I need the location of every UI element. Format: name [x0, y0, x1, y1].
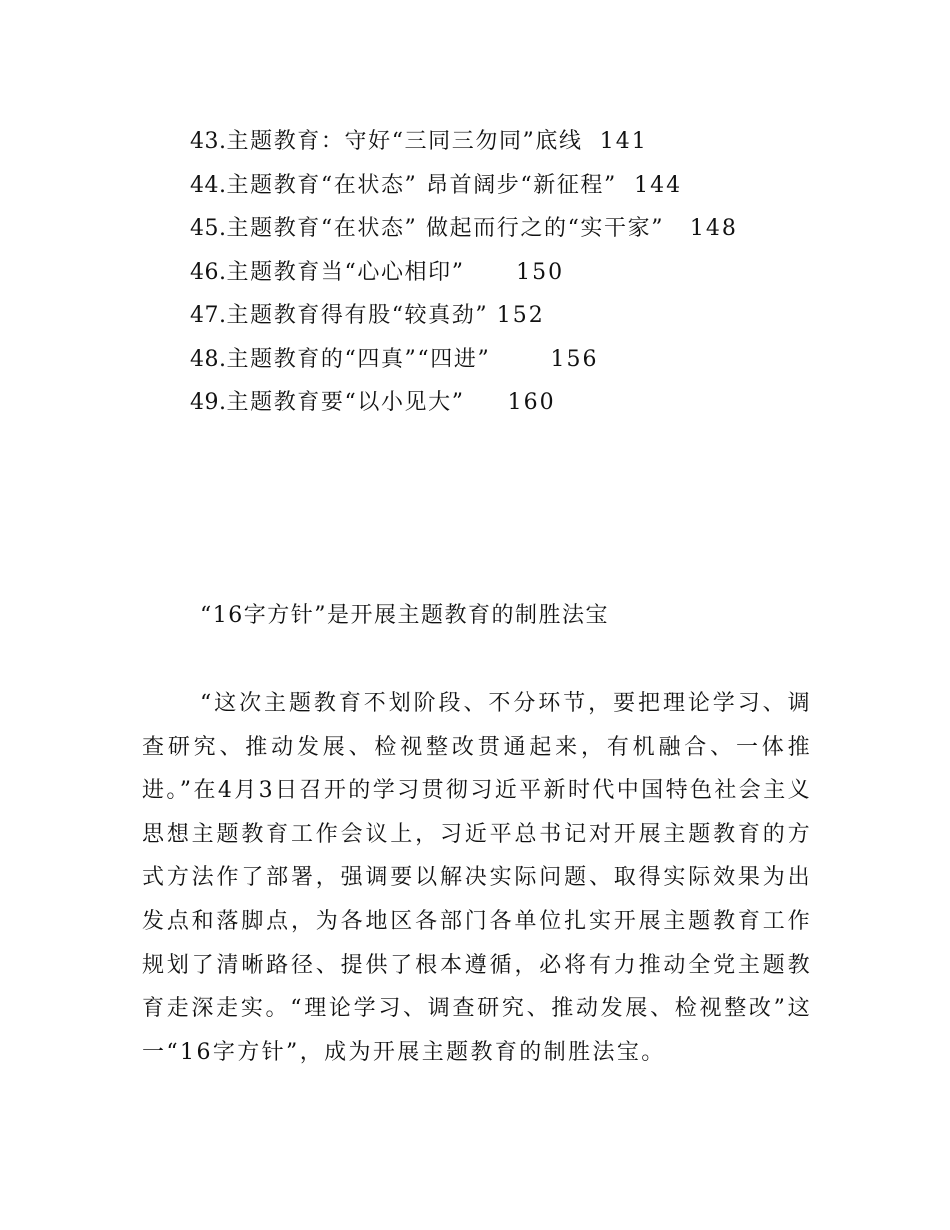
toc-item[interactable]	[190, 294, 890, 338]
toc-item-number: 43.	[190, 129, 227, 154]
toc-item-title: 主题教育的“四真”“四进”	[226, 346, 491, 372]
toc-item-page: 150	[516, 259, 565, 285]
toc-item-page: 141	[599, 129, 648, 154]
toc-item-number: 44.	[190, 172, 227, 198]
toc-item-page: 156	[550, 346, 599, 372]
toc-item[interactable]	[190, 251, 890, 295]
toc-item-number: 49.	[190, 390, 227, 415]
toc-item-number: 45.	[190, 216, 227, 241]
toc-item-number: 46.	[190, 259, 227, 285]
toc-item-title: 主题教育要“以小见大”	[226, 390, 465, 415]
toc-item-page: 144	[634, 172, 683, 198]
toc-item-number: 48.	[190, 346, 227, 372]
toc-item-title: 主题教育得有股“较真劲”	[226, 303, 489, 328]
toc-item-title: 主题教育当“心心相印”	[226, 259, 465, 285]
table-of-contents	[190, 120, 890, 425]
toc-item-title: 主题教育“在状态” 昂首阔步“新征程”	[226, 172, 617, 198]
toc-item-page: 160	[507, 390, 556, 415]
toc-item[interactable]	[190, 120, 890, 164]
toc-item-title: 主题教育“在状态” 做起而行之的“实干家”	[226, 216, 665, 241]
toc-item-number: 47.	[190, 303, 227, 328]
toc-item-title: 主题教育：守好“三同三勿同”底线	[226, 129, 583, 154]
toc-item[interactable]	[190, 338, 890, 382]
article-heading: “16字方针”是开展主题教育的制胜法宝	[200, 603, 609, 628]
toc-item-page: 152	[496, 303, 545, 328]
toc-item-page: 148	[689, 216, 738, 241]
toc-item[interactable]	[190, 164, 890, 208]
toc-item[interactable]	[190, 381, 890, 425]
article-paragraph: “这次主题教育不划阶段、不分环节，要把理论学习、调查研究、推动发展、检视整改贯通起来，有机融合、一体推进。”在4月3日召开的学习贯彻习近平新时代中国特色社会主义思想主题教育工作会议上，习近平总书记对开展主题教育的方式方法作了部署，强调要以解决实际问题、取得实际效果为出发点和落脚点，为各地区各部门各单位扎实开展主题教育工作规划了清晰路径、提供了根本遵循，必将有力推动全党主题教育走深走实。“理论学习、调查研究、推动发展、检视整改”这一“16字方针”，成为开展主题教育的制胜法宝。	[142, 691, 812, 1065]
toc-item[interactable]	[190, 207, 890, 251]
